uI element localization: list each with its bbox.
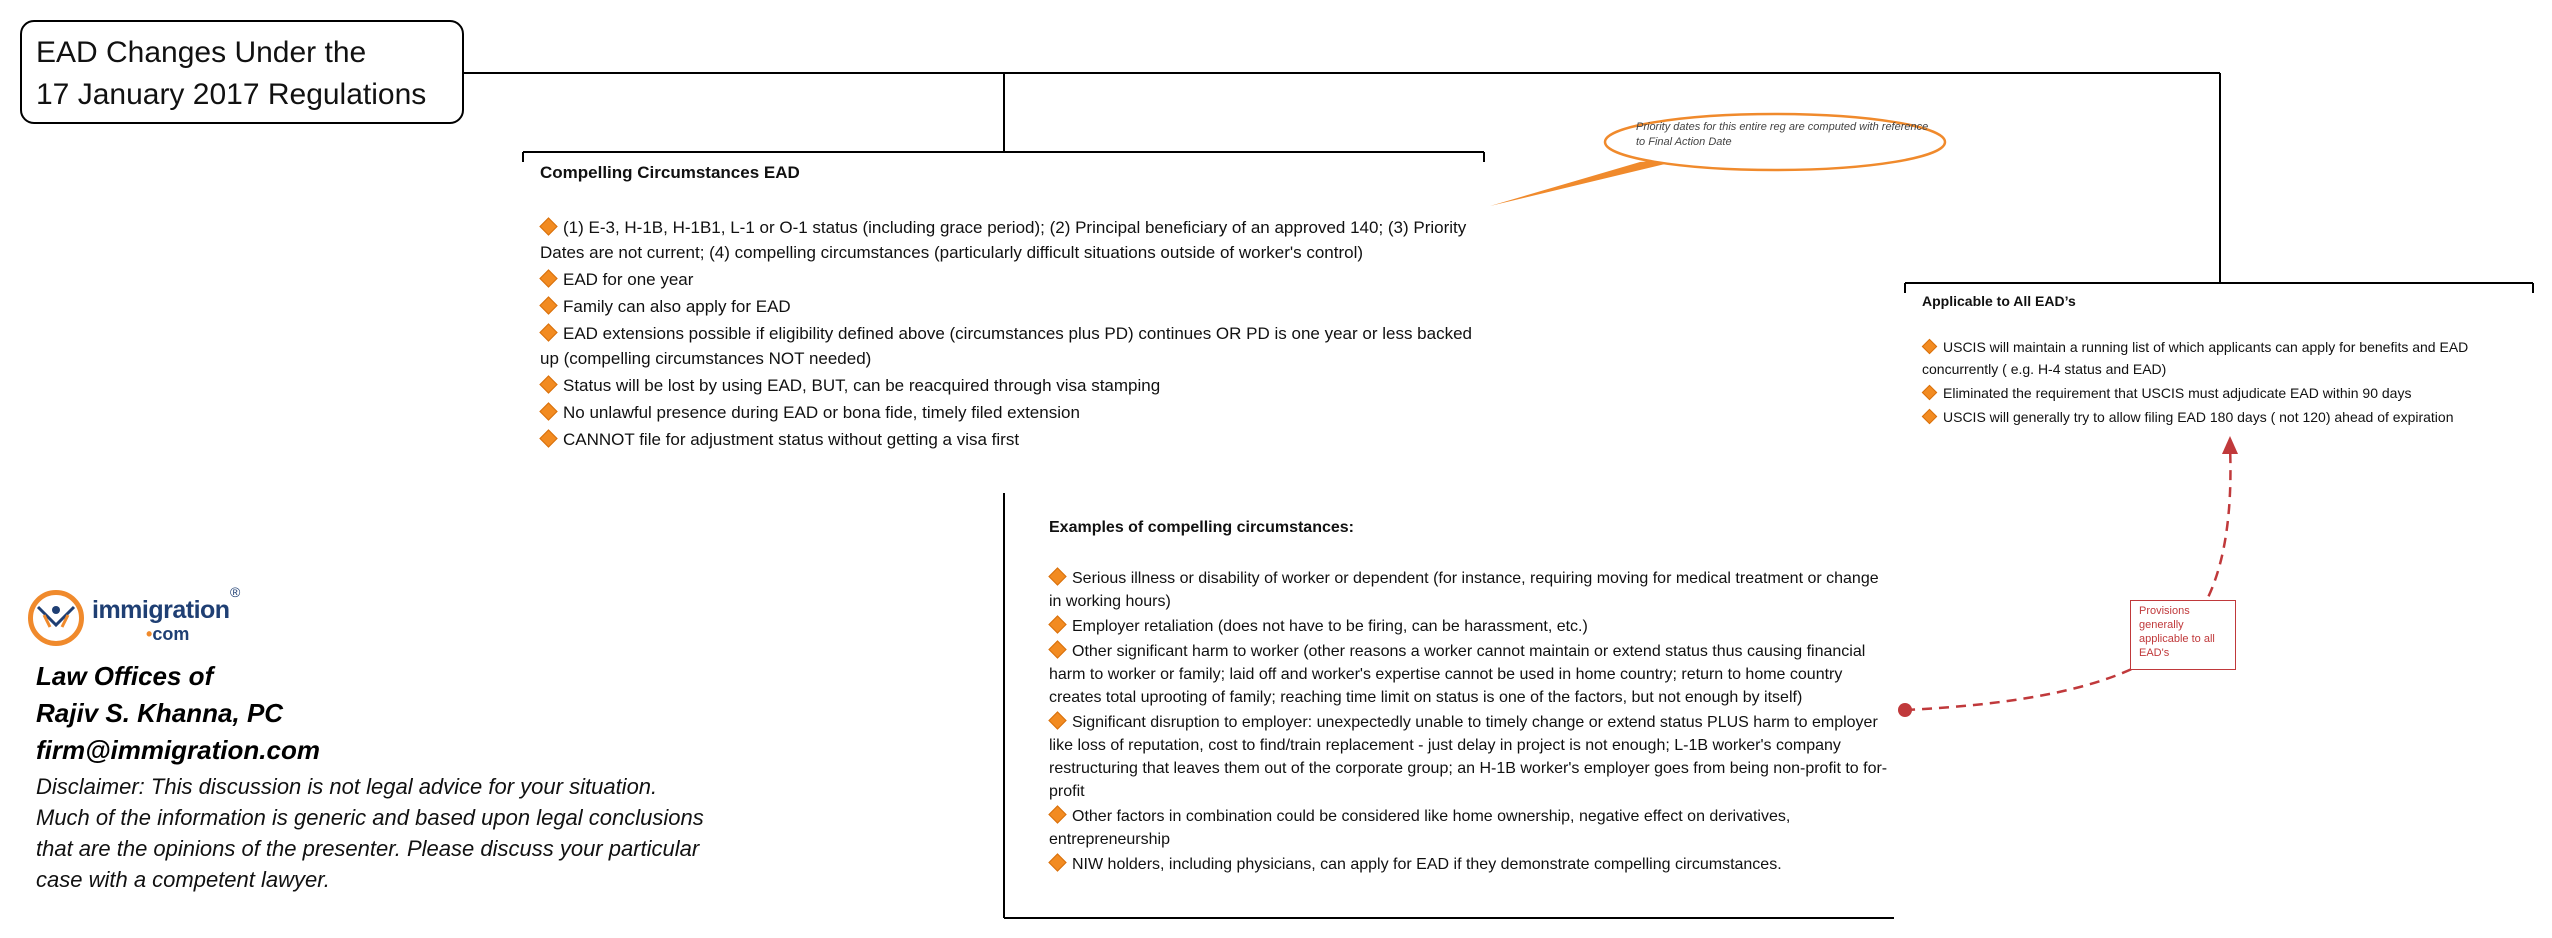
root-topic[interactable] (20, 20, 464, 124)
diamond-bullet-icon (1048, 567, 1066, 585)
applicable-bullet: USCIS will generally try to allow filing EAD 180 days ( not 120) ahead of expiration (1922, 406, 2532, 428)
diamond-bullet-icon (1922, 409, 1938, 425)
logo-dotcom: •com (146, 624, 190, 644)
annotation-arrowhead (2222, 436, 2238, 454)
firm-name-line-2: Rajiv S. Khanna, PC (36, 698, 284, 728)
examples-bullet: Other factors in combination could be considered like home ownership, negative effect on derivatives, entrepreneurship (1049, 805, 1889, 851)
applicable-bullet: USCIS will maintain a running list of which applicants can apply for benefits and EAD concurrently ( e.g. H-4 status and EAD) (1922, 339, 2469, 377)
diamond-bullet-icon (1048, 615, 1066, 633)
root-title-line-2: 17 January 2017 Regulations (36, 78, 427, 111)
diamond-bullet-icon (1922, 339, 1938, 355)
immigration-logo (28, 584, 258, 654)
examples-bullet: Significant disruption to employer: unexpectedly unable to timely change or extend status PLUS harm to employer like loss of reputation, cost to find/train replacement - just delay in project is not enough; L-1B worker's company restructuring that leaves them out of the corporate group; an H-1B worker's employer goes from being non-profit to for-profit (1049, 711, 1889, 803)
compelling-ead-title: Compelling Circumstances EAD (540, 163, 800, 182)
diamond-bullet-icon (539, 217, 557, 235)
registered-mark: ® (230, 584, 241, 600)
compelling-bullet: CANNOT file for adjustment status without getting a visa first (540, 427, 1480, 452)
diamond-bullet-icon (1048, 805, 1066, 823)
callout-pointer (1490, 158, 1690, 206)
annotation-dashed-path (1905, 446, 2230, 710)
disclaimer-text: Disclaimer: This discussion is not legal advice for your situation. Much of the information is generic and based upon legal conclusions that are the opinions of the presenter. Please discuss your particular case with a competent lawyer. (36, 774, 704, 892)
applicable-title: Applicable to All EAD’s (1922, 293, 2076, 309)
logo-people-icon (28, 590, 84, 646)
diamond-bullet-icon (1048, 640, 1066, 658)
compelling-bullet: No unlawful presence during EAD or bona fide, timely filed extension (540, 400, 1480, 425)
diamond-bullet-icon (539, 429, 557, 447)
examples-title: Examples of compelling circumstances: (1049, 519, 1354, 536)
diamond-bullet-icon (539, 323, 557, 341)
firm-email[interactable]: firm@immigration.com (36, 735, 320, 765)
callout-text[interactable]: Priority dates for this entire reg are computed with reference to Final Action Date (1636, 121, 1929, 148)
logo-wordmark: immigration (92, 596, 230, 624)
diamond-bullet-icon (539, 375, 557, 393)
compelling-bullet: Family can also apply for EAD (540, 294, 1480, 319)
compelling-bullet: EAD extensions possible if eligibility defined above (circumstances plus PD) continues OR PD is one year or less backed up (compelling circumstances NOT needed) (540, 324, 1472, 368)
firm-name-line-1: Law Offices of (36, 661, 214, 691)
examples-bullet: Other significant harm to worker (other reasons a worker cannot maintain or extend status thus causing financial harm to worker or family; laid off and worker's expertise cannot be used in home country; return to home country creates total uprooting of family; reaching time limit on status is one of the factors, but not enough by itself) (1049, 640, 1889, 709)
compelling-bullet: Status will be lost by using EAD, BUT, can be reacquired through visa stamping (540, 373, 1480, 398)
examples-bullet: Serious illness or disability of worker or dependent (for instance, requiring moving for medical treatment or change in working hours) (1049, 567, 1889, 613)
examples-bullet: Employer retaliation (does not have to be firing, can be harassment, etc.) (1049, 615, 1889, 638)
applicable-topic[interactable] (1922, 290, 2532, 430)
diamond-bullet-icon (539, 269, 557, 287)
examples-bullet: NIW holders, including physicians, can apply for EAD if they demonstrate compelling circumstances. (1049, 853, 1889, 876)
applicable-bullet: Eliminated the requirement that USCIS must adjudicate EAD within 90 days (1922, 382, 2532, 404)
diamond-bullet-icon (1922, 385, 1938, 401)
compelling-bullet: (1) E-3, H-1B, H-1B1, L-1 or O-1 status (including grace period); (2) Principal beneficiary of an approved 140; (3) Priority Dates are not current; (4) compelling circumstances (particularly difficult situations outside of worker's control) (540, 218, 1467, 262)
compelling-ead-topic[interactable] (540, 160, 1480, 454)
diamond-bullet-icon (539, 402, 557, 420)
root-title-line-1: EAD Changes Under the (36, 36, 367, 69)
diamond-bullet-icon (539, 296, 557, 314)
diamond-bullet-icon (1048, 853, 1066, 871)
diamond-bullet-icon (1048, 711, 1066, 729)
compelling-bullet: EAD for one year (540, 267, 1480, 292)
annotation-dot (1898, 703, 1912, 717)
firm-info (36, 658, 716, 895)
annotation-note[interactable]: Provisions generally applicable to all EAD's (2130, 600, 2236, 670)
examples-topic[interactable] (1049, 516, 1889, 878)
